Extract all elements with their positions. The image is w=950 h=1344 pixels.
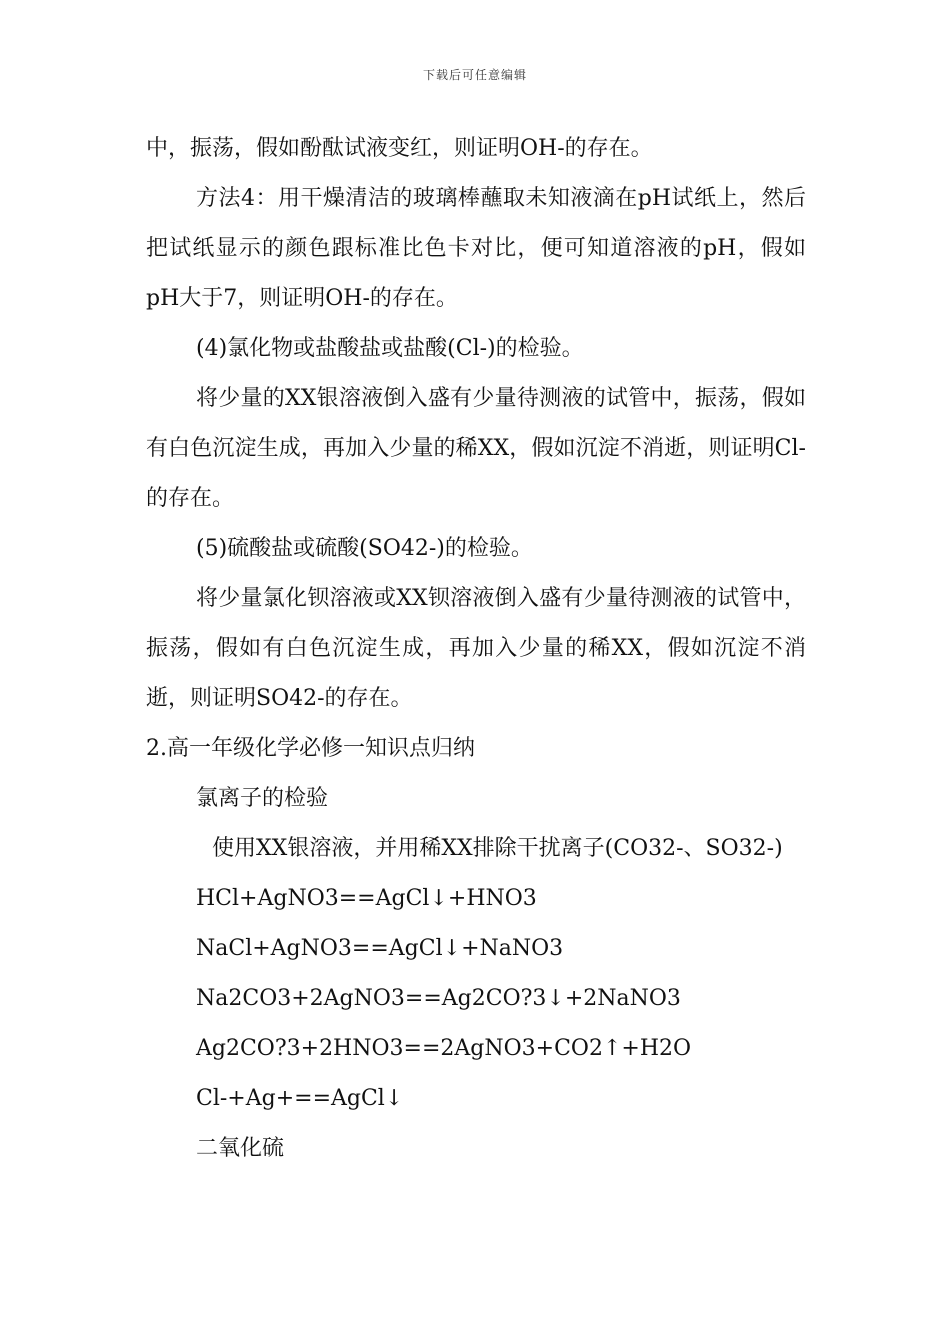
paragraph-silver-nitrate-usage: 使用XX银溶液，并用稀XX排除干扰离子(CO32-、SO32-) xyxy=(212,836,783,861)
document-body xyxy=(146,124,806,1174)
equation-3: Na2CO3+2AgNO3==Ag2CO?3↓+2NaNO3 xyxy=(196,986,681,1011)
section-heading-2: 2.高一年级化学必修一知识点归纳 xyxy=(146,736,475,761)
paragraph-chloride-procedure: 将少量的XX银溶液倒入盛有少量待测液的试管中，振荡，假如有白色沉淀生成，再加入少量的稀XX，假如沉淀不消逝，则证明Cl-的存在。 xyxy=(146,386,806,511)
equation-2: NaCl+AgNO3==AgCl↓+NaNO3 xyxy=(196,936,564,961)
heading-sulfate-test: (5)硫酸盐或硫酸(SO42-)的检验。 xyxy=(196,536,533,561)
paragraph-oh-test-end: 中，振荡，假如酚酞试液变红，则证明OH-的存在。 xyxy=(146,136,653,161)
equation-1: HCl+AgNO3==AgCl↓+HNO3 xyxy=(196,886,537,911)
paragraph-method-4: 方法4：用干燥清洁的玻璃棒蘸取未知液滴在pH试纸上，然后把试纸显示的颜色跟标准比色卡对比，便可知道溶液的pH，假如pH大于7，则证明OH-的存在。 xyxy=(146,186,806,311)
page-header: 下载后可任意编辑 xyxy=(422,68,527,82)
heading-chloride-test: (4)氯化物或盐酸盐或盐酸(Cl-)的检验。 xyxy=(196,336,584,361)
equation-4: Ag2CO?3+2HNO3==2AgNO3+CO2↑+H2O xyxy=(196,1036,692,1061)
equation-5: Cl-+Ag+==AgCl↓ xyxy=(196,1086,404,1111)
subheading-sulfur-dioxide: 二氧化硫 xyxy=(196,1136,285,1161)
subheading-chloride-ion-test: 氯离子的检验 xyxy=(196,786,329,811)
paragraph-sulfate-procedure: 将少量氯化钡溶液或XX钡溶液倒入盛有少量待测液的试管中，振荡，假如有白色沉淀生成，再加入少量的稀XX，假如沉淀不消逝，则证明SO42-的存在。 xyxy=(146,586,806,711)
